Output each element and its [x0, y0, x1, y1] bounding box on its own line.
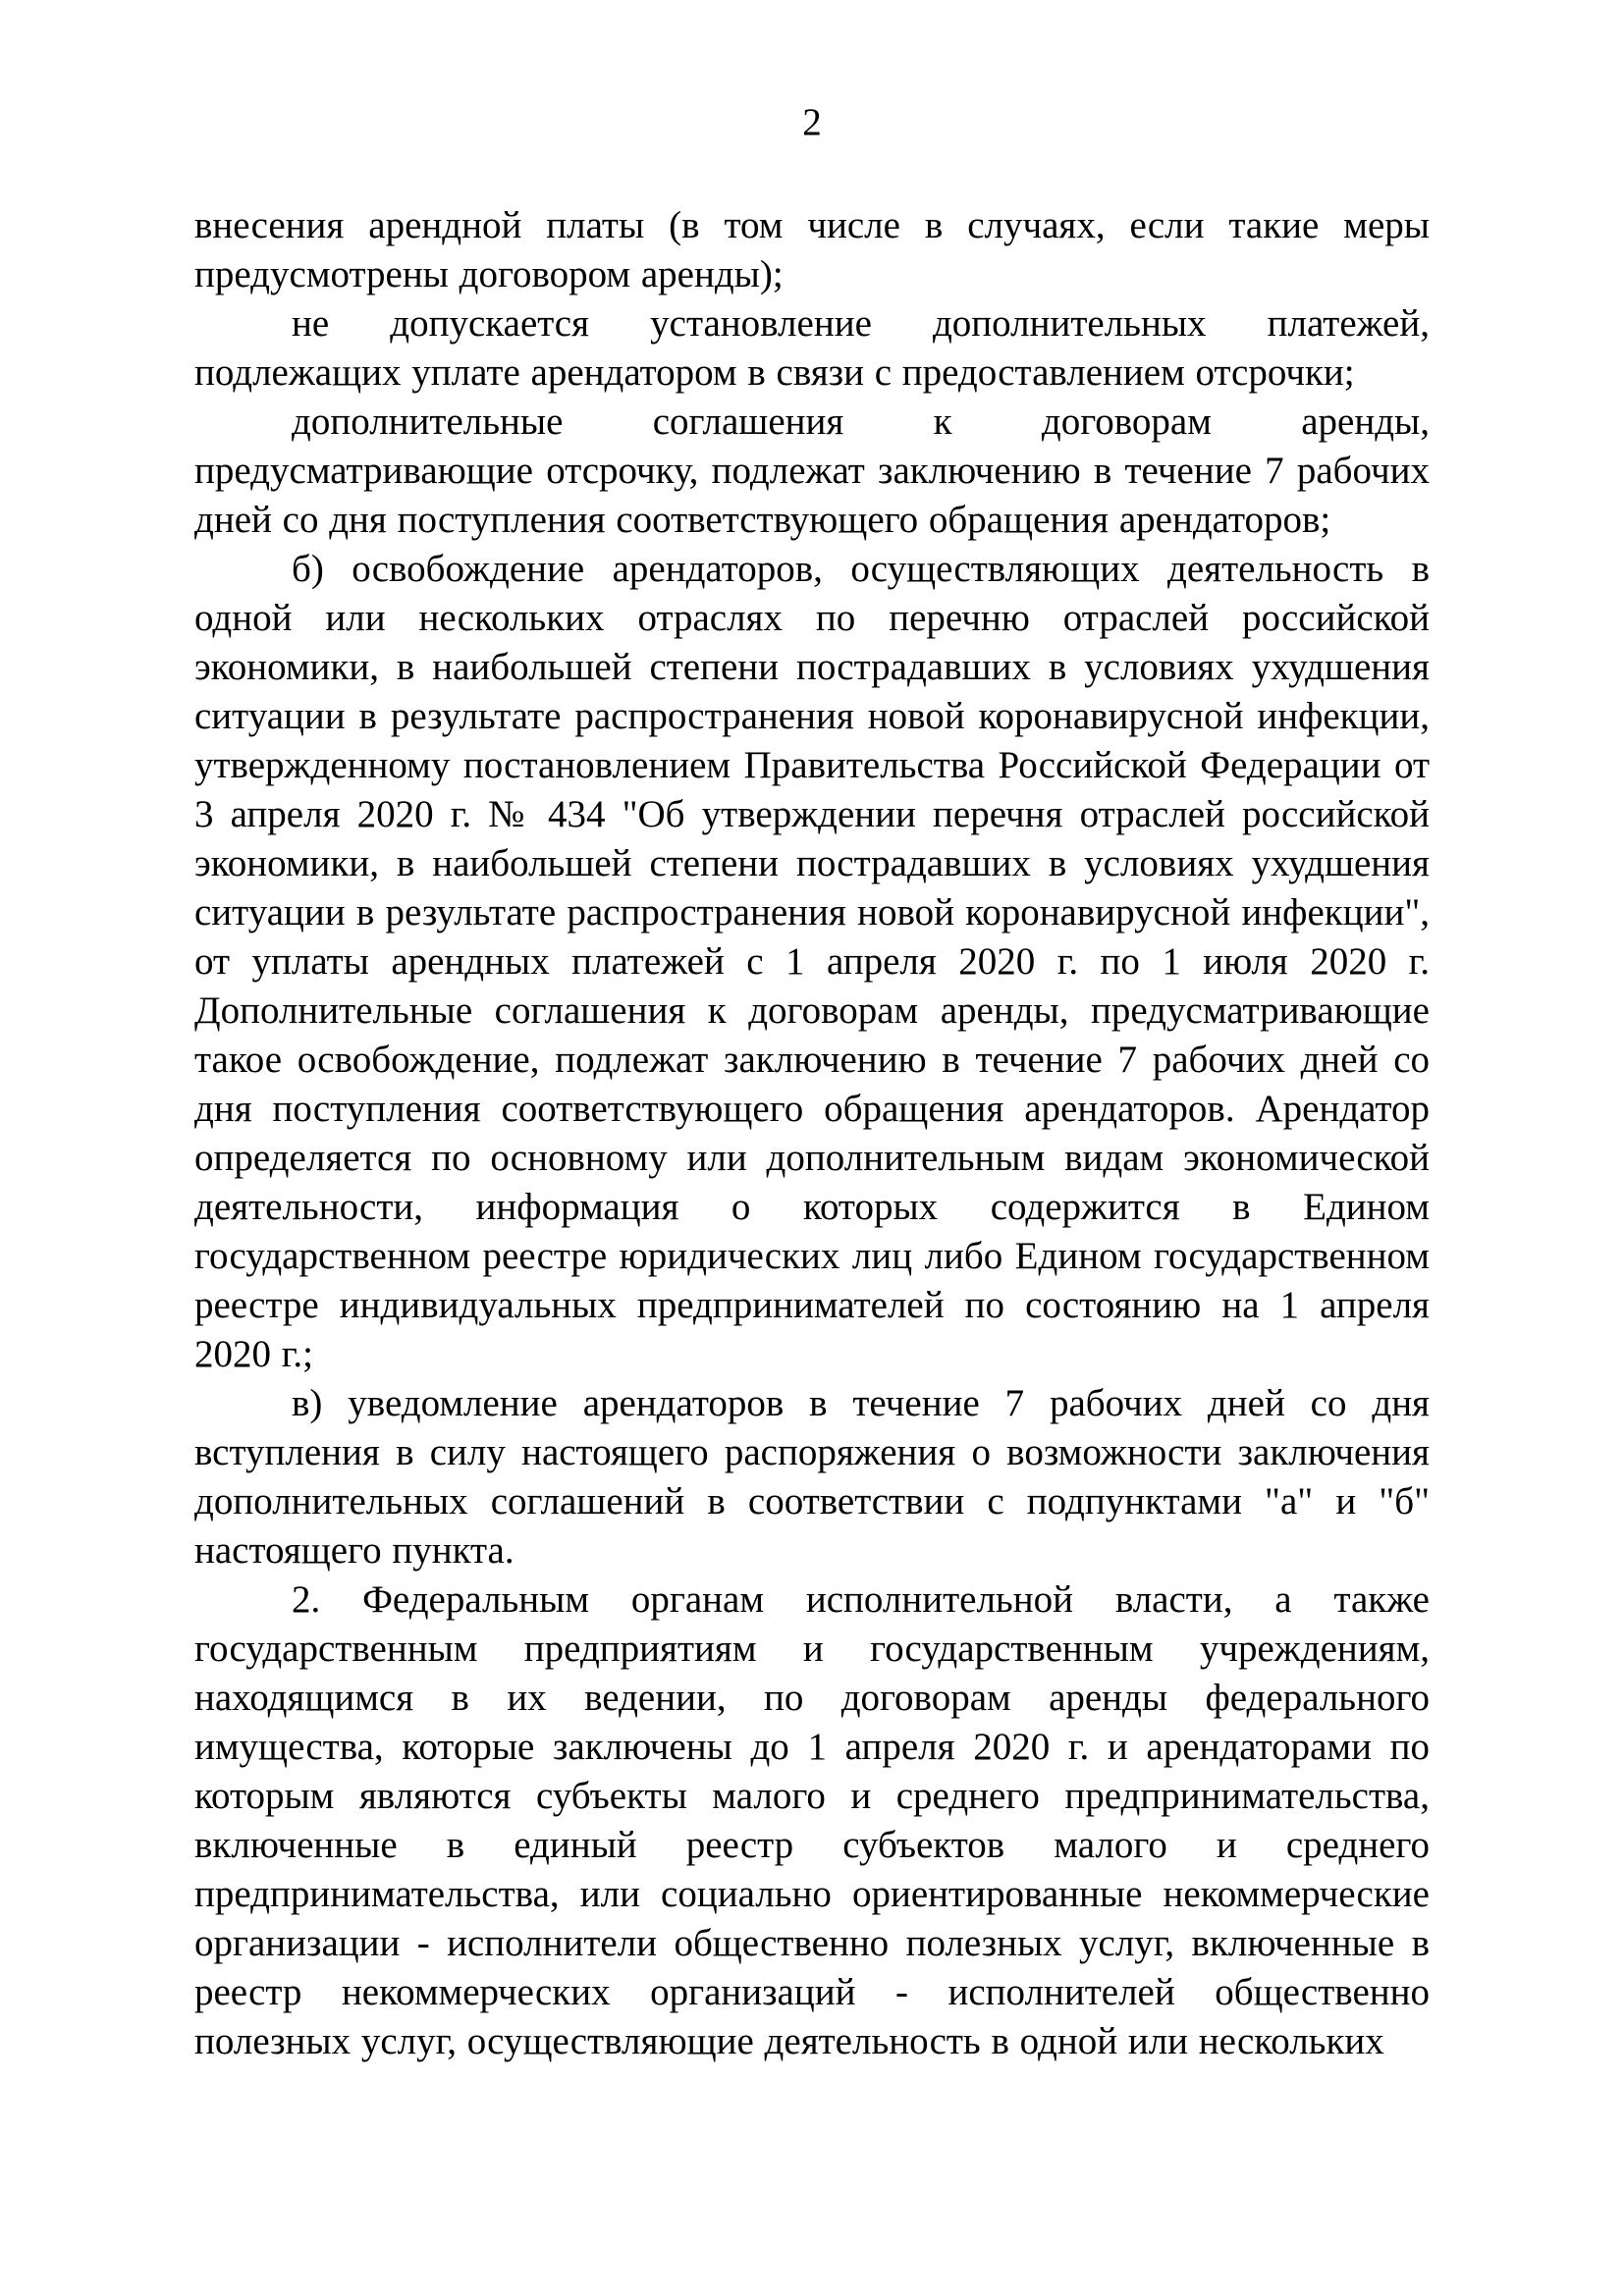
paragraph-continuation-rent-payment: внесения арендной платы (в том числе в случаях, если такие меры предусмотрены договором аренды);	[194, 204, 1430, 295]
document-body	[194, 201, 1430, 2066]
page-number: 2	[802, 101, 822, 143]
paragraph-no-additional-payments: не допускается установление дополнительных платежей, подлежащих уплате арендатором в связи с предоставлением отсрочки;	[194, 302, 1430, 394]
paragraph-subitem-b-exemption: б) освобождение арендаторов, осуществляющих деятельность в одной или нескольких отраслях по перечню отраслей российской экономики, в наибольшей степени пострадавших в условиях ухудшения ситуации в результате распространения новой коронавирусной инфекции, утвержденному постановлением Правительства Российской Федерации от 3 апреля 2020 г. № 434 "Об утверждении перечня отраслей российской экономики, в наибольшей степени пострадавших в условиях ухудшения ситуации в результате распространения новой коронавирусной инфекции", от уплаты арендных платежей с 1 апреля 2020 г. по 1 июля 2020 г. Дополнительные соглашения к договорам аренды, предусматривающие такое освобождение, подлежат заключению в течение 7 рабочих дней со дня поступления соответствующего обращения арендаторов. Арендатор определяется по основному или дополнительным видам экономической деятельности, информация о которых содержится в Едином государственном реестре юридических лиц либо Едином государственном реестре индивидуальных предпринимателей по состоянию на 1 апреля 2020 г.;	[194, 548, 1430, 1375]
paragraph-item-2-federal-bodies: 2. Федеральным органам исполнительной власти, а также государственным предприятиям и государственным учреждениям, находящимся в их ведении, по договорам аренды федерального имущества, которые заключены до 1 апреля 2020 г. и арендаторами по которым являются субъекты малого и среднего предпринимательства, включенные в единый реестр субъектов малого и среднего предпринимательства, или социально ориентированные некоммерческие организации - исполнители общественно полезных услуг, включенные в реестр некоммерческих организаций - исполнителей общественно полезных услуг, осуществляющие деятельность в одной или нескольких	[194, 1578, 1430, 2062]
paragraph-subitem-v-notification: в) уведомление арендаторов в течение 7 рабочих дней со дня вступления в силу настоящего распоряжения о возможности заключения дополнительных соглашений в соответствии с подпунктами "а" и "б" настоящего пункта.	[194, 1382, 1430, 1572]
paragraph-supplementary-agreements-deferral: дополнительные соглашения к договорам аренды, предусматривающие отсрочку, подлежат заключению в течение 7 рабочих дней со дня поступления соответствующего обращения арендаторов;	[194, 400, 1430, 541]
